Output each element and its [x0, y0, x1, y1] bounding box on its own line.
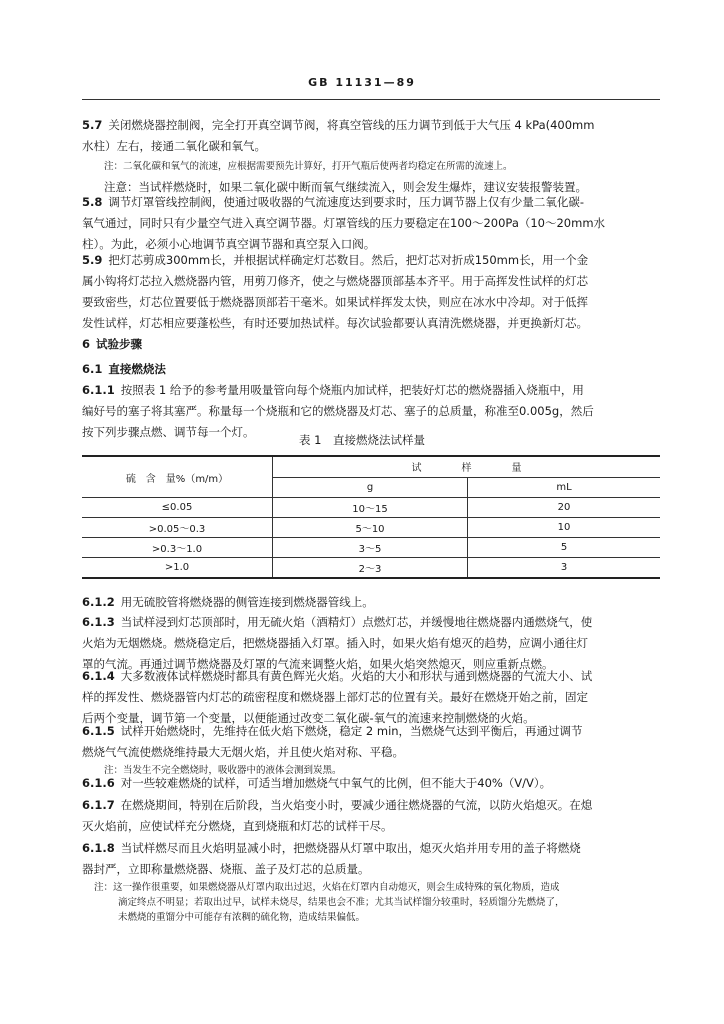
section-number: 6.1 [82, 362, 103, 376]
clause-text-line: 罩的气流。再通过调节燃烧器及灯罩的气流来调整火焰，如果火焰突然熄灭，则应重新点燃。 [82, 657, 554, 671]
sulfur-range: >1.0 [82, 558, 273, 579]
section-6-1-7 [82, 795, 662, 837]
clause-text-line: 后两个变量，调节第一个变量，以便能通过改变二氧化碳-氧气的流速来控制燃烧的火焰。 [82, 711, 535, 725]
column-header-sample: 试 样 量 [273, 456, 661, 477]
section-6-heading [82, 334, 662, 355]
clause-text-line: 编好号的塞子将其塞严。称量每一个烧瓶和它的燃烧器及灯芯、塞子的总质量，称准至0.005g，然后 [82, 404, 594, 418]
clause-number: 6.1.6 [82, 776, 115, 790]
warning: 注意：当试样燃烧时，如果二氧化碳中断而氧气继续流入，则会发生爆炸，建议安装报警装置。 [104, 180, 587, 194]
section-title: 直接燃烧法 [108, 362, 166, 376]
clause-text-line: 按下列步骤点燃、调节每一个灯。 [82, 425, 255, 439]
clause-text-line: 柱）。为此，必须小心地调节真空调节器和真空泵入口阀。 [82, 237, 376, 251]
sample-g: 10～15 [273, 498, 468, 518]
sulfur-range: ≤0.05 [82, 498, 273, 518]
table-header-row [82, 456, 660, 477]
clause-text-line: 当试样燃尽而且火焰明显减小时，把燃烧器从灯罩中取出，熄灭火焰并用专用的盖子将燃烧 [120, 841, 581, 855]
sample-g: 2～3 [273, 558, 468, 579]
section-6-1-8 [82, 838, 662, 925]
sample-ml: 10 [468, 518, 661, 538]
clause-text-line: 氧气通过，同时只有少量空气进入真空调节器。灯罩管线的压力要稳定在100～200Pa（10～20mm水 [82, 216, 606, 230]
sulfur-range: >0.3～1.0 [82, 538, 273, 558]
clause-text-line: 调节灯罩管线控制阀，使通过吸收器的气流速度达到要求时，压力调节器上仅有少量二氧化碳- [108, 195, 585, 209]
section-number: 6 [82, 337, 91, 351]
section-6-1-5 [82, 721, 662, 778]
clause-text-line: 用无硫胶管将燃烧器的侧管连接到燃烧器管线上。 [120, 595, 374, 609]
table-row [82, 538, 660, 558]
section-6-1-4 [82, 666, 662, 729]
clause-text-line: 要致密些，灯芯位置要低于燃烧器顶部若干毫米。如果试样挥发太快，则应在冰水中冷却。对于低挥 [82, 295, 588, 309]
clause-number: 6.1.2 [82, 595, 115, 609]
clause-number: 5.7 [82, 118, 103, 132]
header-rule [82, 99, 660, 100]
section-6-1-heading [82, 359, 662, 380]
section-6-1-2 [82, 592, 662, 613]
clause-number: 6.1.8 [82, 841, 115, 855]
clause-number: 6.1.4 [82, 669, 115, 683]
section-5-8 [82, 192, 662, 255]
section-title: 试验步骤 [96, 337, 143, 351]
note-line: 未燃烧的重馏分中可能存有浓稠的硫化物，造成结果偏低。 [118, 912, 366, 923]
sample-g: 5～10 [273, 518, 468, 538]
sample-quantity-table [82, 455, 660, 579]
sample-ml: 5 [468, 538, 661, 558]
section-6-1-6 [82, 773, 662, 794]
unit-g: g [273, 477, 468, 498]
clause-number: 6.1.1 [82, 383, 115, 397]
clause-text-line: 试样开始燃烧时，先维持在低火焰下燃烧，稳定 2 min，当燃烧气达到平衡后，再通过调节 [120, 724, 583, 738]
clause-text-line: 关闭燃烧器控制阀，完全打开真空调节阀，将真空管线的压力调节到低于大气压 4 kPa(400mm [108, 118, 595, 132]
clause-text-line: 属小钩将灯芯拉入燃烧器内管，用剪刀修齐，使之与燃烧器顶部基本齐平。用于高挥发性试样的灯芯 [82, 274, 588, 288]
clause-text-line: 大多数液体试样燃烧时都具有黄色辉光火焰。火焰的大小和形状与通到燃烧器的气流大小、试 [120, 669, 593, 683]
sample-g: 3～5 [273, 538, 468, 558]
table-row [82, 558, 660, 579]
clause-number: 6.1.7 [82, 798, 115, 812]
note-line: 注：这一操作很重要，如果燃烧器从灯罩内取出过迟，火焰在灯罩内自动熄灭，则会生成特殊的氧化物质，造成 [94, 882, 560, 893]
note: 注：当发生不完全燃烧时，吸收器中的液体会测到炭黑。 [104, 765, 342, 776]
clause-text-line: 按照表 1 给予的参考量用吸量管向每个烧瓶内加试样，把装好灯芯的燃烧器插入烧瓶中，用 [120, 383, 584, 397]
table-row [82, 498, 660, 518]
sample-ml: 20 [468, 498, 661, 518]
page-header: GB 11131—89 [308, 76, 416, 89]
clause-text-line: 当试样浸到灯芯顶部时，用无硫火焰（酒精灯）点燃灯芯，并缓慢地往燃烧器内通燃烧气，使 [120, 615, 593, 629]
note: 注：二氧化碳和氧气的流速，应根据需要预先计算好，打开气瓶后使两者均稳定在所需的流速上。 [104, 161, 513, 172]
clause-number: 5.9 [82, 253, 103, 267]
clause-number: 5.8 [82, 195, 103, 209]
unit-ml: mL [468, 477, 661, 498]
sample-ml: 3 [468, 558, 661, 579]
clause-number: 6.1.3 [82, 615, 115, 629]
clause-text-line: 对一些较难燃烧的试样，可适当增加燃烧气中氧气的比例，但不能大于40%（V/V）。 [120, 776, 552, 790]
clause-text-line: 在燃烧期间，特别在后阶段，当火焰变小时，要减少通往燃烧器的气流，以防火焰熄灭。在熄 [120, 798, 593, 812]
clause-text-line: 火焰为无烟燃烧。燃烧稳定后，把燃烧器插入灯罩。插入时，如果火焰有熄灭的趋势，应调小通往灯 [82, 636, 588, 650]
sulfur-range: >0.05～0.3 [82, 518, 273, 538]
clause-text-line: 水柱）左右，接通二氧化碳和氧气。 [82, 139, 266, 153]
clause-text-line: 灭火焰前，应使试样充分燃烧，直到烧瓶和灯芯的试样干尽。 [82, 819, 393, 833]
clause-text-line: 把灯芯剪成300mm长，并根据试样确定灯芯数目。然后，把灯芯对折成150mm长，用一个金 [108, 253, 589, 267]
column-header-sulfur: 硫 含 量%（m/m） [82, 456, 273, 498]
section-5-9 [82, 250, 662, 334]
clause-text-line: 样的挥发性、燃烧器管内灯芯的疏密程度和燃烧器上部灯芯的位置有关。最好在燃烧开始之前，固定 [82, 690, 588, 704]
clause-text-line: 器封严，立即称量燃烧器、烧瓶、盖子及灯芯的总质量。 [82, 862, 370, 876]
clause-number: 6.1.5 [82, 724, 115, 738]
note-line: 滴定终点不明显；若取出过早，试样未烧尽，结果也会不准；尤其当试样馏分较重时，轻质馏分先燃烧了， [118, 897, 565, 908]
table-title: 表 1 直接燃烧法试样量 [299, 433, 425, 447]
clause-text-line: 燃烧气气流使燃烧维持最大无烟火焰，并且使火焰对称、平稳。 [82, 745, 404, 759]
section-5-7 [82, 115, 662, 198]
table-row [82, 518, 660, 538]
clause-text-line: 发性试样，灯芯相应要蓬松些，有时还要加热试样。每次试验都要认真清洗燃烧器，并更换新灯芯。 [82, 316, 588, 330]
